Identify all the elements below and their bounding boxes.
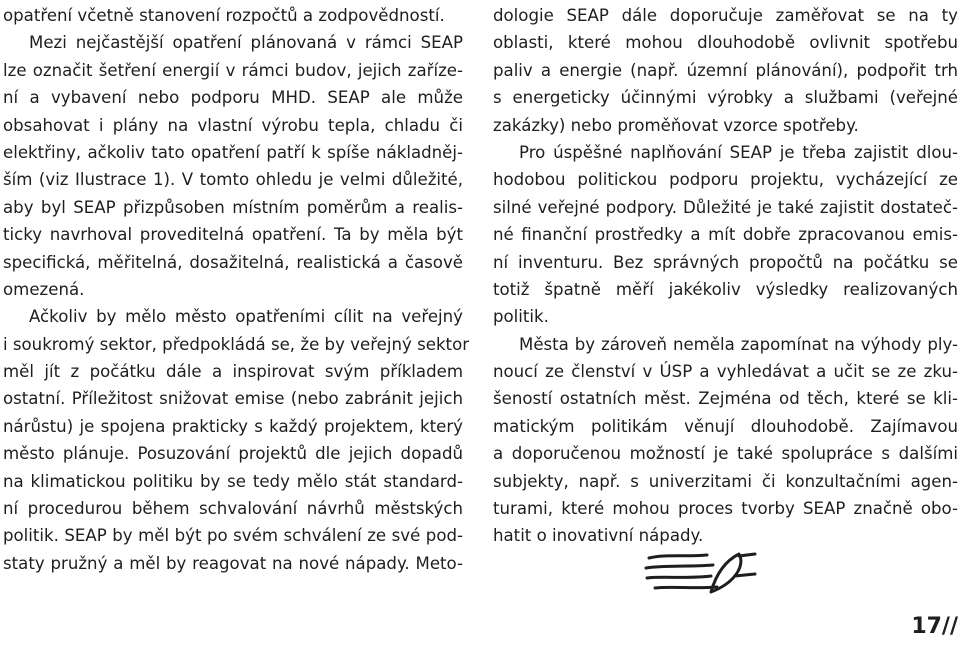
text-line: hodobou politickou podporu projektu, vycházející ze [493, 170, 958, 190]
text-line: subjekty, např. s univerzitami či konzultačními agen- [493, 471, 958, 491]
text-line: hatit o inovativní nápady. [493, 526, 704, 546]
text-line: politik. [493, 307, 549, 327]
text-line: aby byl SEAP přizpůsoben místním poměrům a realis- [3, 197, 463, 217]
text-line: opatření včetně stanovení rozpočtů a zodpovědností. [3, 6, 445, 25]
text-line: Mezi nejčastější opatření plánovaná v rámci SEAP [29, 33, 463, 53]
text-line: na klimatickou politiku by se tedy mělo stát standard- [3, 471, 463, 491]
text-line: ticky navrhoval proveditelná opatření. Ta by měla být [3, 225, 463, 245]
text-line: staty pružný a měl by reagovat na nové nápady. Meto- [3, 553, 463, 573]
text-line: matickým politikám věnují dlouhodobě. Zajímavou [493, 416, 958, 436]
text-line: né finanční prostředky a mít dobře zpracovanou emis- [493, 225, 958, 245]
text-line: silné veřejné podpory. Důležité je také zajistit dostateč- [493, 197, 958, 217]
text-line: omezená. [3, 279, 85, 299]
text-line: zakázky) nebo proměňovat vzorce spotřeby. [493, 115, 859, 135]
text-line: Města by zároveň neměla zapomínat na výhody ply- [519, 334, 958, 354]
text-line: noucí ze členství v ÚSP a vyhledávat a učit se ze zku- [493, 362, 958, 382]
page-number: 17// [911, 614, 958, 639]
text-line: Ačkoliv by mělo město opatřeními cílit na veřejný [29, 307, 463, 327]
text-line: s energeticky účinnými výrobky a službami (veřejné [493, 88, 958, 108]
right-text-column [493, 2, 958, 550]
text-line: lze označit šetření energií v rámci budov, jejich zaříze- [3, 60, 463, 80]
text-line: oblasti, které mohou dlouhodobě ovlivnit spotřebu [493, 33, 958, 53]
left-text-column [3, 2, 470, 577]
text-line: město plánuje. Posuzování projektů dle jejich dopadů [3, 444, 463, 464]
text-line: specifická, měřitelná, dosažitelná, realistická a časově [3, 252, 463, 272]
text-line: nárůstu) je spojena prakticky s každý projektem, který [3, 416, 463, 436]
text-line: a doporučenou možností je také spolupráce s dalšími [493, 444, 958, 464]
text-line: turami, které mohou proces tvorby SEAP značně obo- [493, 499, 958, 519]
text-line: ní a vybavení nebo podporu MHD. SEAP ale může [3, 88, 463, 108]
text-line: ším (viz Ilustrace 1). V tomto ohledu je velmi důležité, [3, 170, 463, 190]
text-line: dologie SEAP dále doporučuje zaměřovat se na ty [493, 6, 958, 25]
text-line: šeností ostatních měst. Zejména od těch, které se kli- [493, 389, 958, 409]
text-line: politik. SEAP by měl být po svém schválení ze své pod- [3, 526, 463, 546]
text-line: elektřiny, ačkoliv tato opatření patří k spíše nákladněj- [3, 142, 463, 162]
text-line: ní inventuru. Bez správných propočtů na počátku se [493, 252, 958, 272]
hand-drawn-leaf-lines-icon [643, 548, 758, 596]
text-line: ostatní. Příležitost snižovat emise (nebo zabránit jejich [3, 389, 463, 409]
text-line: obsahovat i plány na vlastní výrobu tepla, chladu či [3, 115, 463, 135]
text-line: totiž špatně měří jakékoliv výsledky realizovaných [493, 279, 958, 299]
text-line: paliv a energie (např. územní plánování), podpořit trh [493, 60, 958, 80]
text-line: i soukromý sektor, předpokládá se, že by veřejný sektor [3, 334, 470, 354]
text-line: Pro úspěšné naplňování SEAP je třeba zajistit dlou- [519, 142, 958, 162]
text-line: ní procedurou během schvalování návrhů městských [3, 499, 463, 519]
text-line: měl jít z počátku dále a inspirovat svým příkladem [3, 362, 463, 382]
